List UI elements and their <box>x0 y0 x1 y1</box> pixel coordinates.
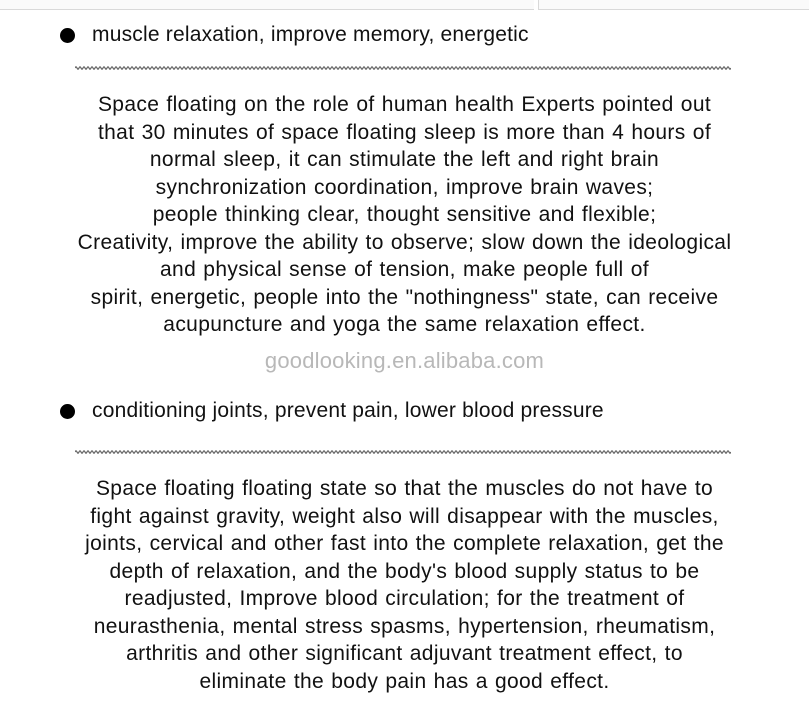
paragraph-line: and physical sense of tension, make people full of <box>160 258 649 281</box>
paragraph-line: neurasthenia, mental stress spasms, hypertension, rheumatism, <box>93 614 716 638</box>
bullet-dot-icon <box>60 404 75 419</box>
paragraph-line: Space floating on the role of human health Experts pointed out <box>97 93 712 116</box>
wavy-divider-line <box>75 64 731 72</box>
wavy-divider <box>75 448 731 456</box>
top-edge-segment-right <box>538 0 809 10</box>
wavy-divider-line <box>75 448 731 456</box>
section-1-heading-text: muscle relaxation, improve memory, energetic <box>92 23 529 46</box>
paragraph-line: arthritis and other significant adjuvant treatment effect, to <box>126 642 683 665</box>
wavy-divider <box>75 64 731 72</box>
section-1-heading <box>60 21 529 49</box>
top-edge-segment-left <box>0 0 534 10</box>
paragraph-line: readjusted, Improve blood circulation; for the treatment of <box>124 587 685 610</box>
paragraph-line: Creativity, improve the ability to observe; slow down the ideological <box>77 230 732 254</box>
paragraph-line: acupuncture and yoga the same relaxation effect. <box>163 313 646 336</box>
bullet-dot-icon <box>60 28 75 43</box>
paragraph-line: fight against gravity, weight also will disappear with the muscles, <box>90 504 719 528</box>
paragraph-line: spirit, energetic, people into the "nothingness" state, can receive <box>90 285 719 309</box>
section-1-paragraph <box>20 91 789 339</box>
paragraph-line: joints, cervical and other fast into the complete relaxation, get the <box>85 532 724 555</box>
paragraph-line: Space floating floating state so that the muscles do not have to <box>95 477 714 500</box>
paragraph-line: normal sleep, it can stimulate the left and right brain <box>149 148 660 171</box>
section-2-paragraph <box>20 475 789 695</box>
paragraph-line: eliminate the body pain has a good effect. <box>199 669 610 693</box>
paragraph-line: that 30 minutes of space floating sleep is more than 4 hours of <box>97 120 712 144</box>
top-edge-strip <box>0 0 809 10</box>
watermark: goodlooking.en.alibaba.com <box>264 348 545 373</box>
paragraph-line: people thinking clear, thought sensitive and flexible; <box>152 203 657 226</box>
paragraph-line: synchronization coordination, improve brain waves; <box>155 175 654 199</box>
section-2-heading-text: conditioning joints, prevent pain, lower blood pressure <box>92 399 604 422</box>
section-2-heading <box>60 397 604 425</box>
paragraph-line: depth of relaxation, and the body's blood supply status to be <box>109 559 700 583</box>
